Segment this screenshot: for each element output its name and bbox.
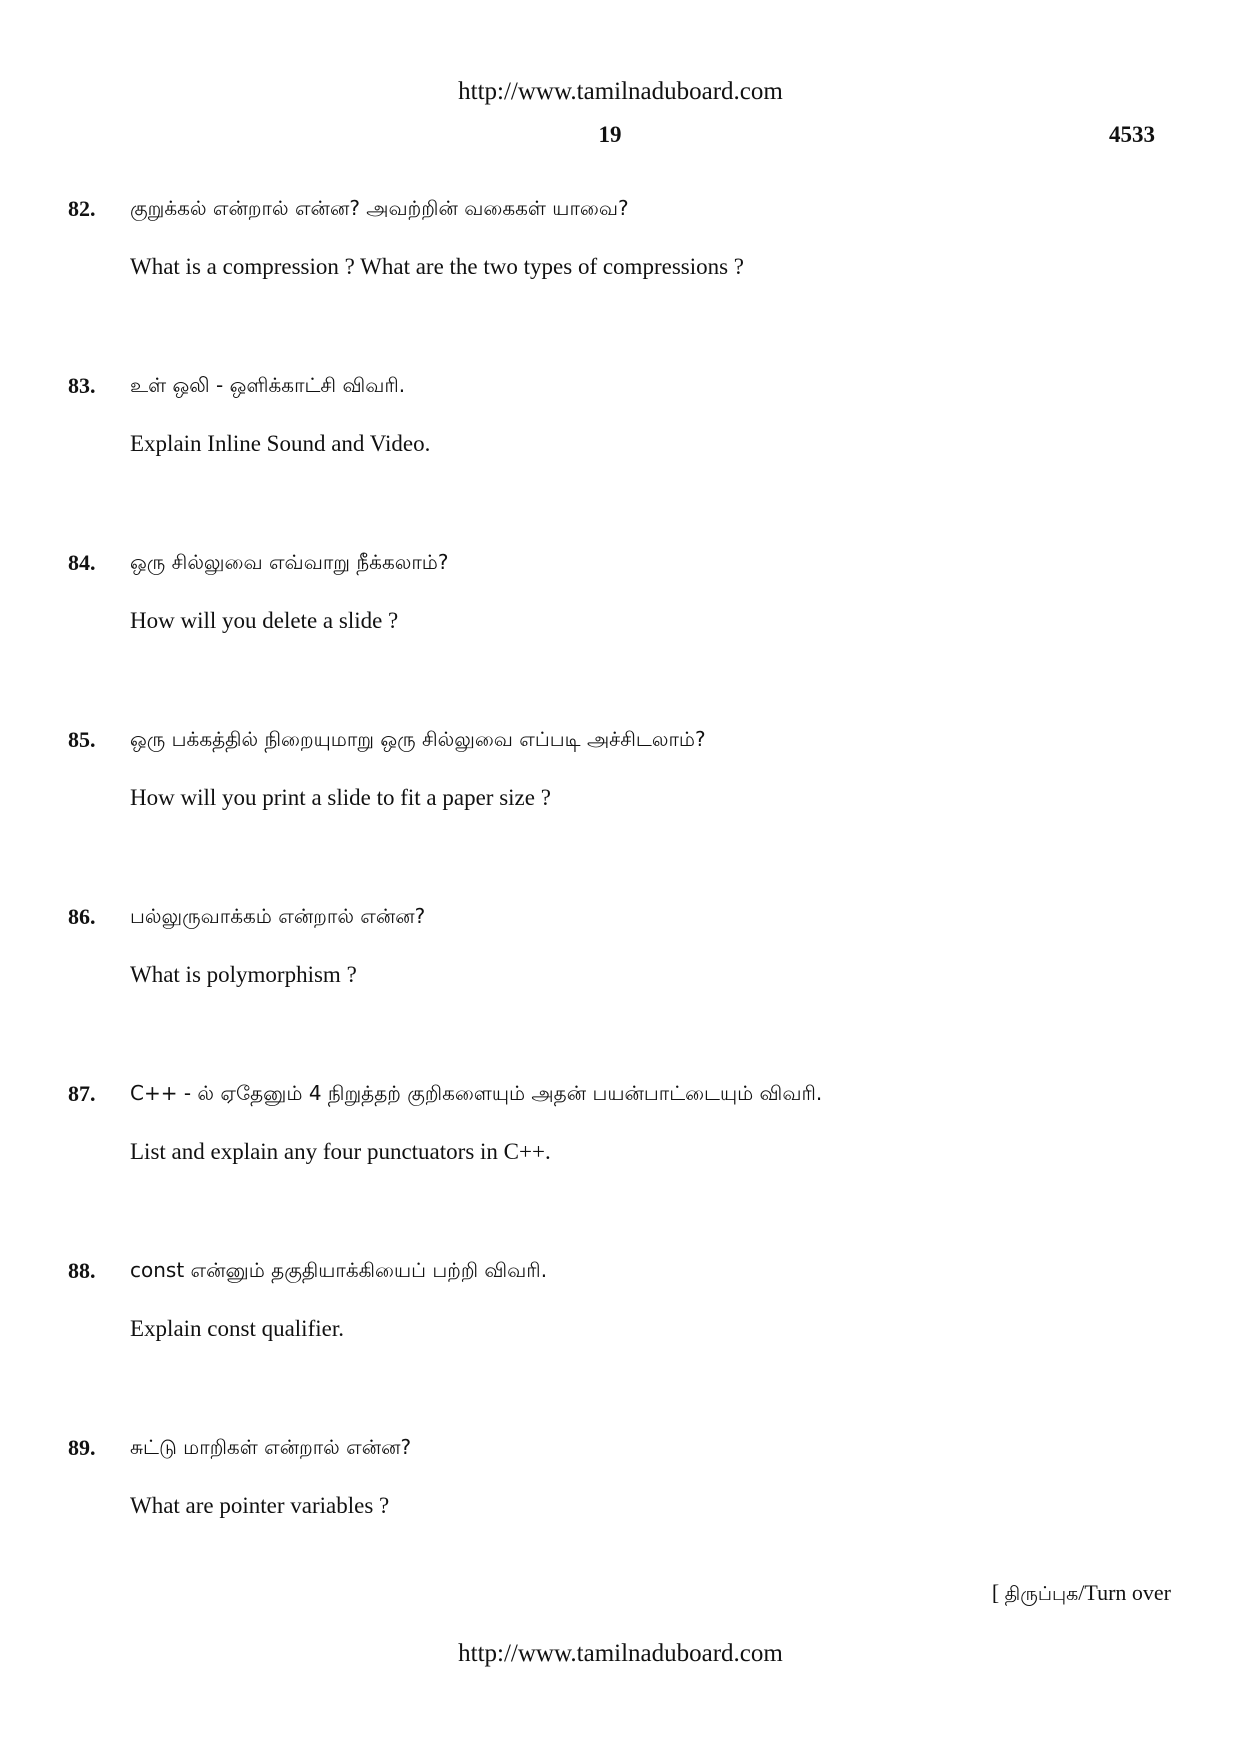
question-text-english: Explain const qualifier. xyxy=(130,1316,344,1341)
question-text-tamil: ஒரு பக்கத்தில் நிறையுமாறு ஒரு சில்லுவை எப்படி அச்சிடலாம்? xyxy=(130,727,706,751)
turn-over-separator: / xyxy=(1078,1580,1085,1605)
question-84 xyxy=(0,550,1241,727)
question-text-english: How will you print a slide to fit a paper size ? xyxy=(130,785,551,810)
question-text-tamil: குறுக்கல் என்றால் என்ன? அவற்றின் வகைகள் யாவை? xyxy=(130,196,629,220)
turn-over-tamil: திருப்புக xyxy=(1004,1583,1079,1605)
question-text-english: What are pointer variables ? xyxy=(130,1493,390,1518)
question-88 xyxy=(0,1258,1241,1435)
question-number: 83. xyxy=(68,373,96,398)
question-text-english: What is a compression ? What are the two types of compressions ? xyxy=(130,254,745,279)
question-number: 86. xyxy=(68,904,96,929)
question-text-english: How will you delete a slide ? xyxy=(130,608,399,633)
question-87 xyxy=(0,1081,1241,1258)
question-text-tamil: சுட்டு மாறிகள் என்றால் என்ன? xyxy=(130,1435,412,1459)
footer-url: http://www.tamilnaduboard.com xyxy=(458,1640,783,1667)
turn-over-english: Turn over xyxy=(1084,1580,1171,1605)
question-number: 85. xyxy=(68,727,96,752)
question-text-english: What is polymorphism ? xyxy=(130,962,357,987)
question-text-english: List and explain any four punctuators in C++. xyxy=(130,1139,551,1164)
question-83 xyxy=(0,373,1241,550)
question-86 xyxy=(0,904,1241,1081)
turn-over-note xyxy=(992,1580,1171,1608)
question-text-english: Explain Inline Sound and Video. xyxy=(130,431,431,456)
question-85 xyxy=(0,727,1241,904)
question-text-tamil: ஒரு சில்லுவை எவ்வாறு நீக்கலாம்? xyxy=(130,550,449,574)
question-text-tamil: பல்லுருவாக்கம் என்றால் என்ன? xyxy=(130,904,426,928)
paper-code: 4533 xyxy=(1109,122,1155,147)
question-text-tamil: உள் ஒலி - ஒளிக்காட்சி விவரி. xyxy=(130,373,406,397)
question-82 xyxy=(0,196,1241,373)
question-text-tamil: C++ - ல் ஏதேனும் 4 நிறுத்தற் குறிகளையும் அதன் பயன்பாட்டையும் விவரி. xyxy=(130,1081,823,1105)
question-text-tamil: const என்னும் தகுதியாக்கியைப் பற்றி விவரி. xyxy=(130,1258,548,1282)
question-number: 89. xyxy=(68,1435,96,1460)
question-number: 84. xyxy=(68,550,96,575)
question-number: 82. xyxy=(68,196,96,221)
page-number: 19 xyxy=(598,122,622,147)
question-number: 87. xyxy=(68,1081,96,1106)
question-list xyxy=(0,196,1241,1612)
question-number: 88. xyxy=(68,1258,96,1283)
turn-over-bracket: [ xyxy=(991,1580,1000,1605)
header-url: http://www.tamilnaduboard.com xyxy=(458,78,783,105)
